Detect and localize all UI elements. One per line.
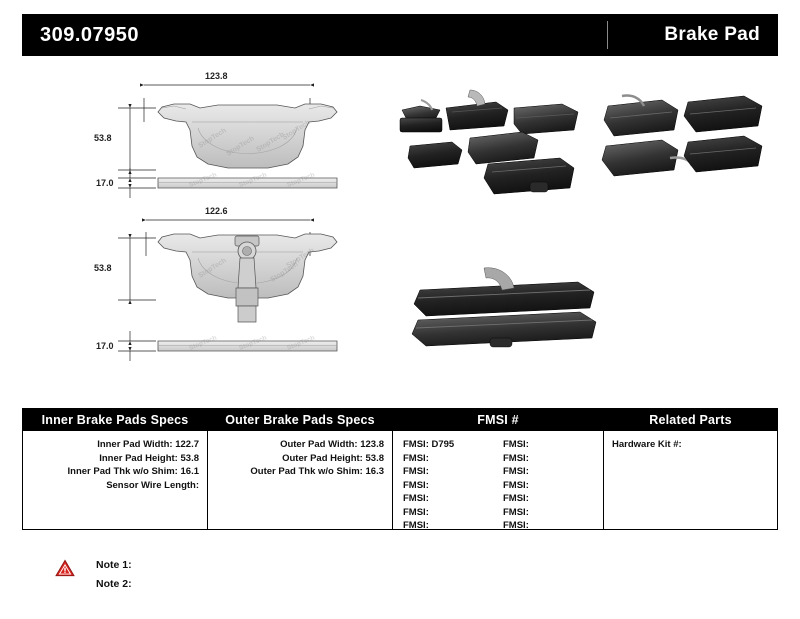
warning-icon [55, 559, 75, 577]
fmsi-right-5: FMSI: [503, 493, 529, 504]
note-1-label: Note 1: [96, 559, 132, 571]
related-row-hardware-kit: Hardware Kit #: [612, 439, 682, 450]
fmsi-right-6: FMSI: [503, 506, 529, 518]
fmsi-left-4: FMSI: [403, 479, 429, 491]
spec-tables [22, 408, 778, 548]
svg-text:StopTech: StopTech [281, 119, 312, 142]
spec-row-outer-thickness [208, 465, 392, 479]
fmsi-left-2: FMSI: [403, 452, 429, 464]
dimension-label-bottom-height: 53.8 [94, 263, 112, 273]
spec-value: 16.1 [180, 466, 199, 477]
svg-text:StopTech: StopTech [269, 261, 300, 284]
spec-label: Sensor Wire Length: [106, 479, 199, 491]
fmsi-left-5: FMSI: [403, 493, 429, 504]
table-outer-header: Outer Brake Pads Specs [208, 409, 392, 431]
svg-text:StopTech: StopTech [197, 127, 228, 150]
table-fmsi-body [393, 431, 603, 533]
table-outer-brake-pads [207, 408, 393, 530]
fmsi-left-7: FMSI: [403, 520, 429, 531]
fmsi-right-1: FMSI: [503, 439, 529, 450]
svg-text:StopTech: StopTech [285, 247, 316, 270]
svg-text:StopTech: StopTech [255, 131, 286, 154]
table-inner-brake-pads [22, 408, 208, 530]
table-related-header: Related Parts [604, 409, 777, 431]
header-divider [607, 21, 608, 49]
spec-value: 123.8 [360, 439, 384, 450]
dimension-label-bottom-width: 122.6 [205, 206, 228, 216]
fmsi-right-7: FMSI: [503, 520, 529, 531]
svg-text:StopTech: StopTech [197, 257, 228, 280]
svg-text:StopTech: StopTech [286, 334, 316, 352]
svg-text:StopTech: StopTech [188, 334, 218, 352]
dimension-label-top-thickness: 17.0 [96, 178, 114, 188]
spec-row-outer-width [208, 438, 392, 452]
table-related-body [604, 431, 777, 452]
note-2-label: Note 2: [96, 578, 132, 590]
header-bar [22, 14, 778, 56]
document-type-label: Brake Pad [664, 24, 760, 45]
spec-label: Inner Pad Thk w/o Shim: [67, 466, 178, 477]
svg-text:StopTech: StopTech [286, 171, 316, 189]
table-inner-body [23, 431, 207, 492]
note-2 [55, 575, 355, 594]
spec-row-outer-height [208, 452, 392, 466]
note-1 [55, 556, 355, 575]
spec-value: 122.7 [175, 439, 199, 450]
part-number: 309.07950 [40, 23, 140, 46]
brake-pad-drawings [22, 60, 778, 390]
spec-value: 53.8 [180, 452, 199, 464]
fmsi-right-4: FMSI: [503, 479, 529, 491]
spec-label: Outer Pad Thk w/o Shim: [250, 466, 363, 477]
svg-text:StopTech: StopTech [188, 171, 218, 189]
svg-text:StopTech: StopTech [238, 171, 268, 189]
fmsi-left-6: FMSI: [403, 506, 429, 518]
spec-label: Outer Pad Height: [282, 452, 363, 464]
table-fmsi-header: FMSI # [393, 409, 603, 431]
spec-label: Inner Pad Height: [99, 452, 178, 464]
spec-row-inner-thickness [23, 465, 207, 479]
fmsi-right-3: FMSI: [503, 466, 529, 477]
table-outer-body [208, 431, 392, 479]
dimension-label-top-width: 123.8 [205, 71, 228, 81]
spec-row-sensor-wire-length [23, 479, 207, 493]
spec-row-inner-width [23, 438, 207, 452]
table-fmsi [392, 408, 604, 530]
dimension-label-bottom-thickness: 17.0 [96, 341, 114, 351]
spec-row-inner-height [23, 452, 207, 466]
fmsi-left-3: FMSI: [403, 466, 429, 477]
spec-value: 16.3 [365, 466, 384, 477]
technical-drawing-area [22, 60, 778, 390]
spec-label: Outer Pad Width: [280, 439, 358, 450]
notes-section [55, 556, 355, 594]
spec-value: 53.8 [365, 452, 384, 464]
fmsi-left-1: FMSI: D795 [403, 439, 455, 450]
svg-text:StopTech: StopTech [225, 135, 256, 158]
table-inner-header: Inner Brake Pads Specs [23, 409, 207, 431]
fmsi-right-2: FMSI: [503, 452, 529, 464]
dimension-label-top-height: 53.8 [94, 133, 112, 143]
table-related-parts [603, 408, 778, 530]
svg-text:StopTech: StopTech [238, 334, 268, 352]
spec-label: Inner Pad Width: [97, 439, 173, 450]
